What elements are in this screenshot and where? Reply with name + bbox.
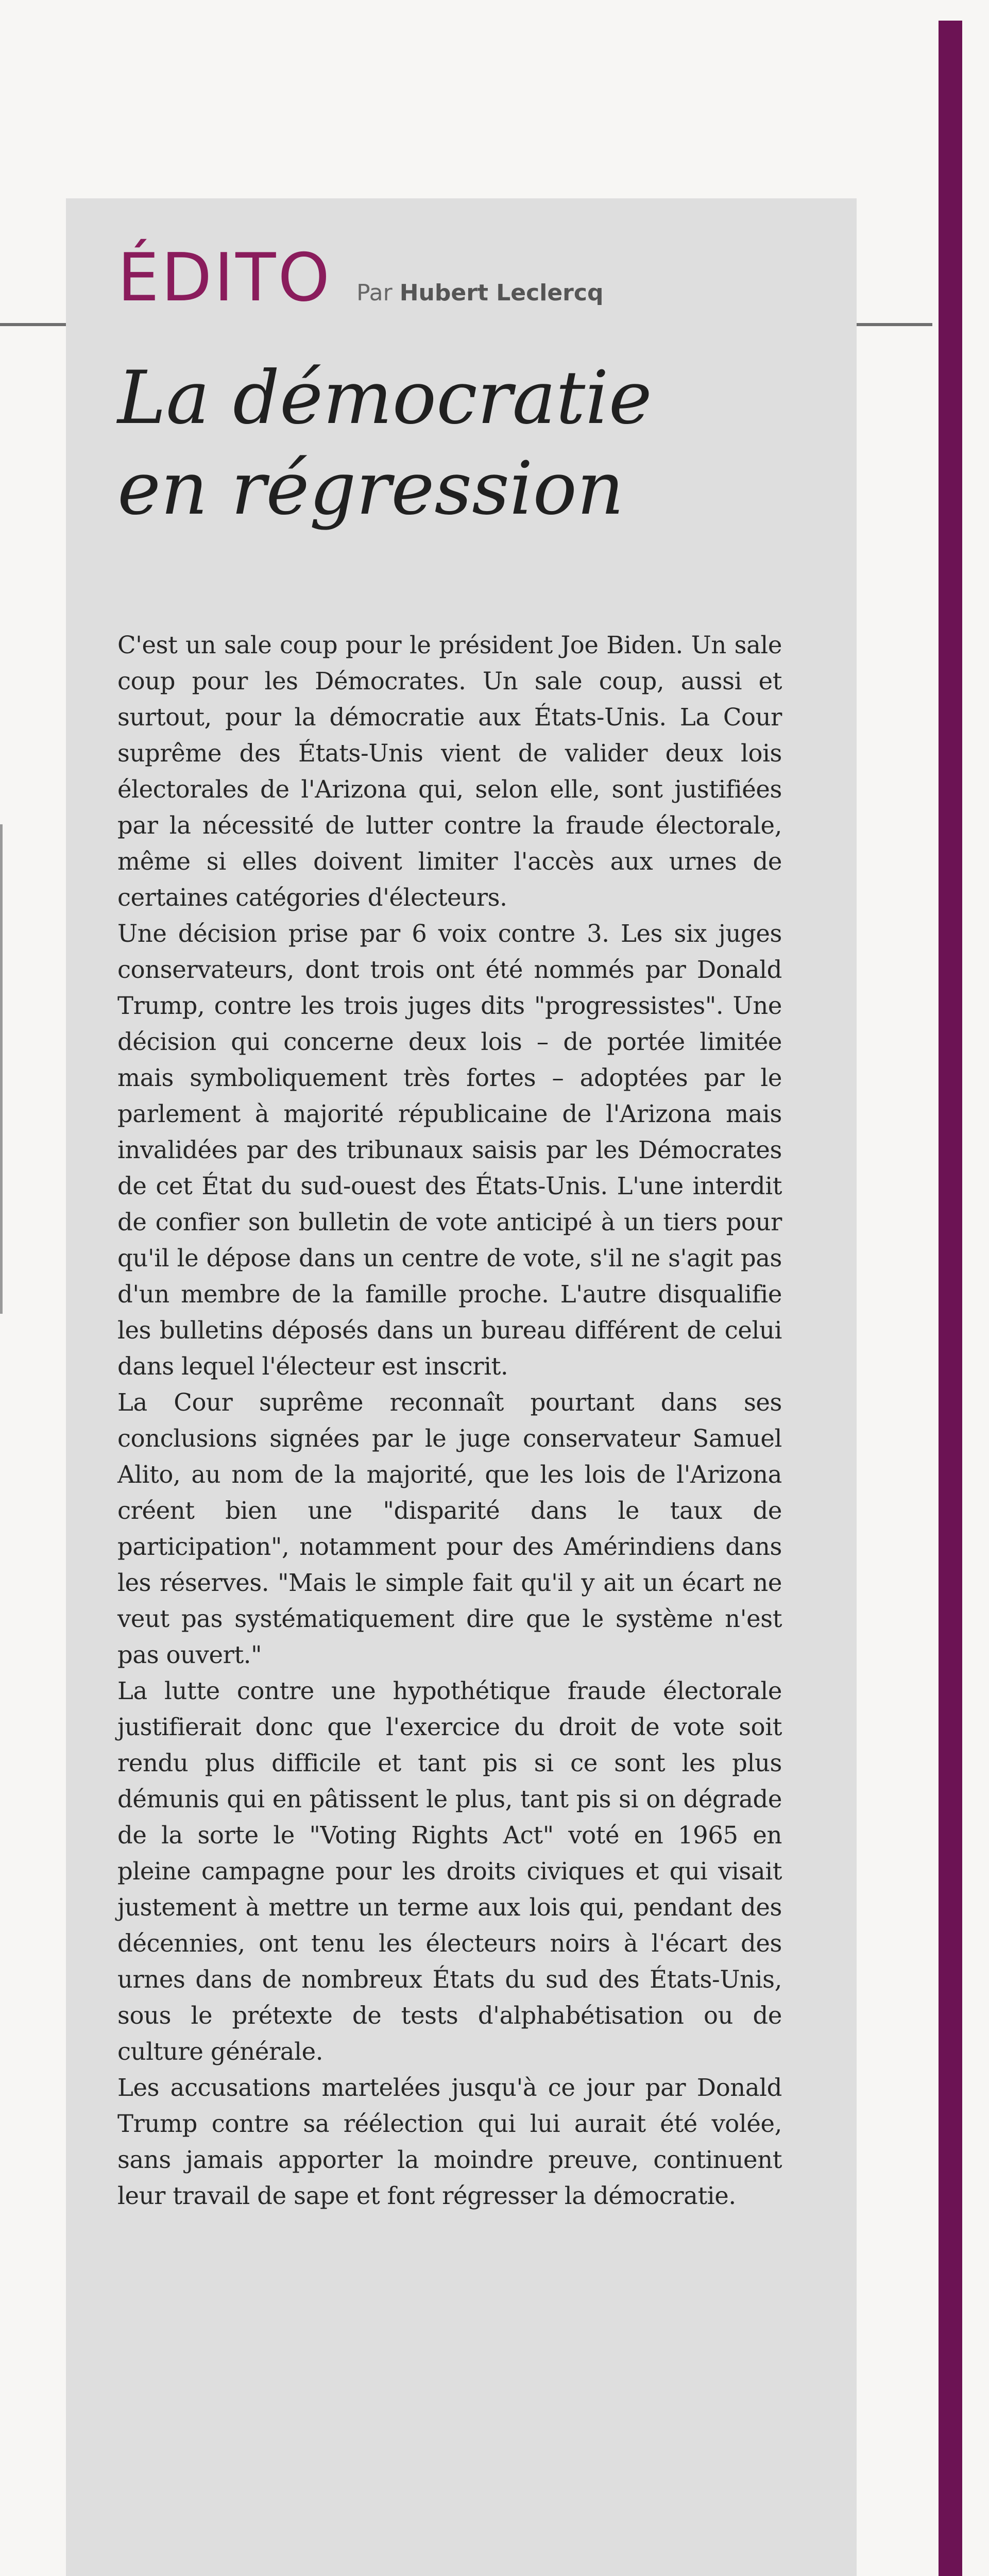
edito-panel <box>66 198 857 2576</box>
article-body <box>117 627 782 2214</box>
article-title <box>117 353 805 534</box>
paragraph-1: C'est un sale coup pour le président Joe Biden. Un sale coup pour les Démocrates. Un sale coup, aussi et surtout, pour la démocratie aux États-Unis. La Cour suprême des États-Unis vient de valider deux lois électorales de l'Arizona qui, selon elle, sont justifiées par la nécessité de lutter contre la fraude électorale, même si elles doivent limiter l'accès aux urnes de certaines catégories d'électeurs. <box>117 631 782 911</box>
left-rule-divider <box>0 323 67 326</box>
paragraph-4: La lutte contre une hypothétique fraude électorale justifierait donc que l'exercice du droit de vote soit rendu plus difficile et tant pis si ce sont les plus démunis qui en pâtissent le plus, tant pis si on dégrade de la sorte le "Voting Rights Act" voté en 1965 en pleine campagne pour les droits civiques et qui visait justement à mettre un terme aux lois qui, pendant des décennies, ont tenu les électeurs noirs à l'écart des urnes dans de nombreux États du sud des États-Unis, sous le prétexte de tests d'alphabétisation ou de culture générale. <box>117 1677 782 2065</box>
left-frame-edge <box>0 824 3 1314</box>
purple-column-bar <box>939 21 962 2576</box>
byline <box>356 280 603 306</box>
paragraph-3: La Cour suprême reconnaît pourtant dans ses conclusions signées par le juge conservateur Samuel Alito, au nom de la majorité, que les lois de l'Arizona créent bien une "disparité dans le taux de participation", notamment pour des Amérindiens dans les réserves. "Mais le simple fait qu'il y ait un écart ne veut pas systématiquement dire que le système n'est pas ouvert." <box>117 1388 782 1669</box>
title-line-2: en régression <box>117 446 624 531</box>
title-line-1: La démocratie <box>117 355 652 440</box>
author-name: Hubert Leclercq <box>399 280 604 306</box>
byline-prefix: Par <box>356 280 393 306</box>
right-rule-divider <box>855 323 932 326</box>
paragraph-2: Une décision prise par 6 voix contre 3. Les six juges conservateurs, dont trois ont été nommés par Donald Trump, contre les trois juges dits "progressistes". Une décision qui concerne deux lois – de portée limitée mais symboliquement très fortes – adoptées par le parlement à majorité républicaine de l'Arizona mais invalidées par des tribunaux saisis par les Démocrates de cet État du sud-ouest des États-Unis. L'une interdit de confier son bulletin de vote anticipé à un tiers pour qu'il le dépose dans un centre de vote, s'il ne s'agit pas d'un membre de la famille proche. L'autre disqualifie les bulletins déposés dans un bureau différent de celui dans lequel l'électeur est inscrit. <box>117 920 782 1380</box>
paragraph-5: Les accusations martelées jusqu'à ce jour par Donald Trump contre sa réélection qui lui aurait été volée, sans jamais apporter la moindre preuve, continuent leur travail de sape et font régresser la démocratie. <box>117 2074 782 2210</box>
section-kicker: ÉDITO <box>117 240 332 316</box>
edito-header <box>117 240 805 322</box>
